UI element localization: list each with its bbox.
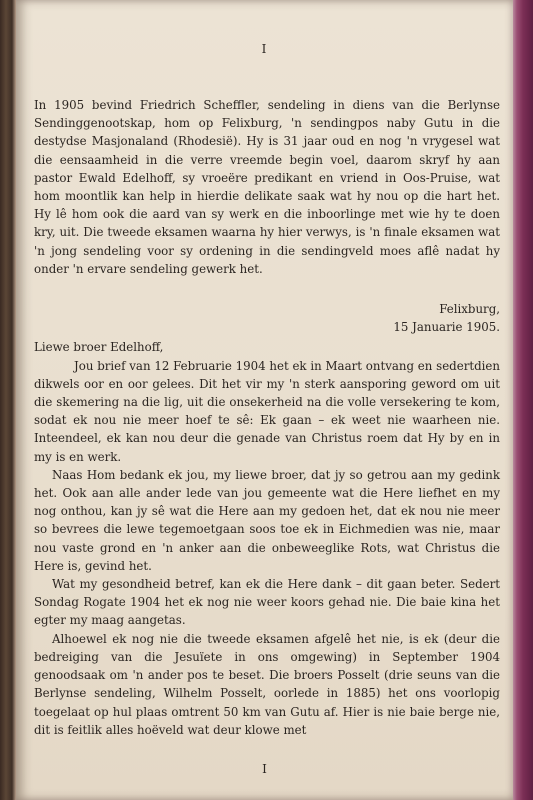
page-text — [34, 96, 500, 739]
chapter-number: I — [261, 42, 268, 56]
letter-place: Felixburg, — [439, 302, 500, 317]
intro-paragraph — [34, 96, 500, 278]
letter-date: 15 Januarie 1905. — [393, 320, 500, 335]
letter-salutation: Liewe broer Edelhoff, — [34, 340, 164, 355]
letter-paragraph: Alhoewel ek nog nie die tweede eksamen afgelê het nie, is ek (deur die bedreiging van die Jesuïete in ons omgewing) in September 1904 genoodsaak om 'n ander pos te beset. Die broers Posselt (drie seuns van die Berlynse sendeling, Wilhelm Posselt, oorlede in 1885) het ons voorlopig toegelaat op hul plaas omtrent 50 km van Gutu af. Hier is nie baie berge nie, dit is feitlik alles hoëveld wat deur klowe met — [34, 631, 500, 737]
book-page — [16, 0, 513, 800]
letter-paragraph: Naas Hom bedank ek jou, my liewe broer, dat jy so getrou aan my gedink het. Ook aan alle ander lede van jou gemeente wat die Here liefhet en my nog onthou, kan jy sê wat die Here aan my gedoen het, dat ek nou nie meer so bevrees die lewe tegemoetgaan soos toe ek in Eichmedien was nie, maar nou vaste grond en 'n anker aan die onbeweeglike Rots, wat Christus die Here is, gevind het. — [34, 467, 500, 573]
page-number: I — [262, 762, 267, 776]
letter-paragraph: Wat my gesondheid betref, kan ek die Here dank – dit gaan beter. Sedert Sondag Rogate 1904 het ek nog nie weer koors gehad nie. Die baie kina het egter my maag aangetas. — [34, 577, 500, 628]
letter — [34, 300, 500, 739]
letter-paragraph: Jou brief van 12 Februarie 1904 het ek in Maart ontvang en sedertdien dikwels oor en oor gelees. Dit het vir my 'n sterk aansporing geword om uit die skemering na die lig, uit die onsekerheid na die volle versekering te kom, sodat ek nou nie meer hoef te sê: Ek gaan – ek weet nie waarheen nie. Inteendeel, ek kan nou deur die genade van Christus roem dat Hy by en in my is en werk. — [34, 358, 500, 464]
book-cover-edge — [511, 0, 533, 800]
intro-text: In 1905 bevind Friedrich Scheffler, sendeling in diens van die Berlynse Sendinggenootskap, hom op Felixburg, 'n sendingpos naby Gutu in die destydse Masjonaland (Rhodesië). Hy is 31 jaar oud en nog 'n vrygesel wat die eensaamheid in die verre vreemde begin voel, daarom skryf hy aan pastor Ewald Edelhoff, sy vroeëre predikant en vriend in Oos-Pruise, wat hom moontlik kan help in hierdie delikate saak wat hy nou op die hart het. Hy lê hom ook die aard van sy werk en die inboorlinge met wie hy te doen kry, uit. Die tweede eksamen waarna hy hier verwys, is 'n finale eksamen wat 'n jong sendeling voor sy ordening in die sendingveld moes aflê nadat hy onder 'n ervare sendeling gewerk het. — [34, 98, 500, 276]
